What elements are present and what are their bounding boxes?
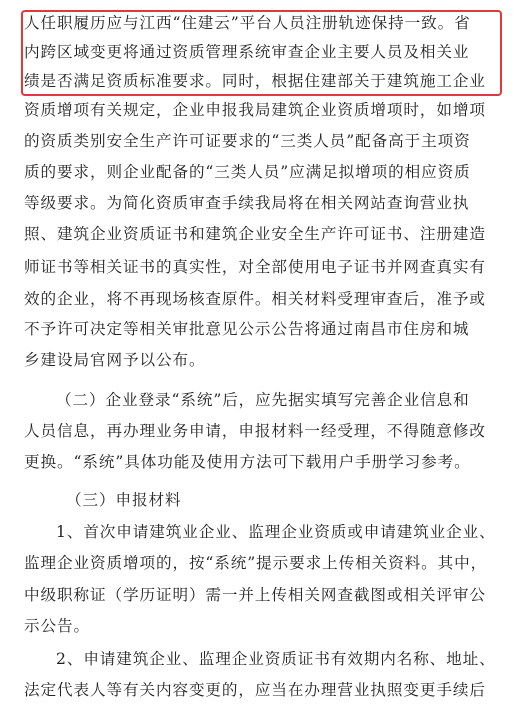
text-line: 更换。“系统”具体功能及使用方法可下载用户手册学习参考。	[24, 453, 471, 471]
text-line: 法定代表人等有关内容变更的，应当在办理营业执照变更手续后	[24, 681, 486, 699]
text-line: 照、建筑企业资质证书和建筑企业安全生产许可证书、注册建造	[24, 225, 486, 243]
text-line: 不予许可决定等相关审批意见公示公告将通过南昌市住房和城	[24, 320, 470, 338]
text-line: 等级要求。为简化资质审查手续我局将在相关网站查询营业执	[24, 194, 470, 212]
text-line: 师证书等相关证书的真实性，对全部使用电子证书并网查真实有	[24, 258, 486, 276]
text-line: 内跨区域变更将通过资质管理系统审查企业主要人员及相关业	[24, 43, 470, 61]
text-line: 效的企业，将不再现场核查原件。相关材料受理审查后，准予或	[24, 290, 486, 308]
text-line: 乡建设局官网予以公布。	[24, 351, 206, 369]
text-line: 示公告。	[24, 617, 90, 635]
text-line: 资质增项有关规定，企业申报我局建筑企业资质增项时，如增项	[24, 101, 486, 119]
text-line: 人员信息，再办理业务申请，申报材料一经受理，不得随意修改	[24, 422, 486, 440]
paragraph-4-start: 2、申请建筑企业、监理企业资质证书有效期内名称、地址、	[56, 650, 496, 668]
text-line: 中级职称证（学历证明）需一并上传相关网查截图或相关评审公	[24, 586, 486, 604]
paragraph-3-start: 1、首次申请建筑业企业、监理企业资质或申请建筑业企业、	[56, 523, 496, 541]
text-line: 绩是否满足资质标准要求。同时，根据住建部关于建筑施工企业	[24, 72, 486, 90]
text-line: 的资质类别安全生产许可证要求的“三类人员”配备高于主项资	[24, 132, 471, 150]
text-line: 人任职履历应与江西“住建云”平台人员注册轨迹保持一致。省	[24, 14, 471, 32]
section-heading: （三）申报材料	[66, 491, 182, 509]
text-line: 质的要求，则企业配备的“三类人员”应满足拟增项的相应资质	[24, 163, 471, 181]
text-line: 监理企业资质增项的，按“系统”提示要求上传相关资料。其中，	[24, 554, 488, 572]
paragraph-2-start: （二）企业登录“系统”后，应先据实填写完善企业信息和	[56, 391, 470, 409]
